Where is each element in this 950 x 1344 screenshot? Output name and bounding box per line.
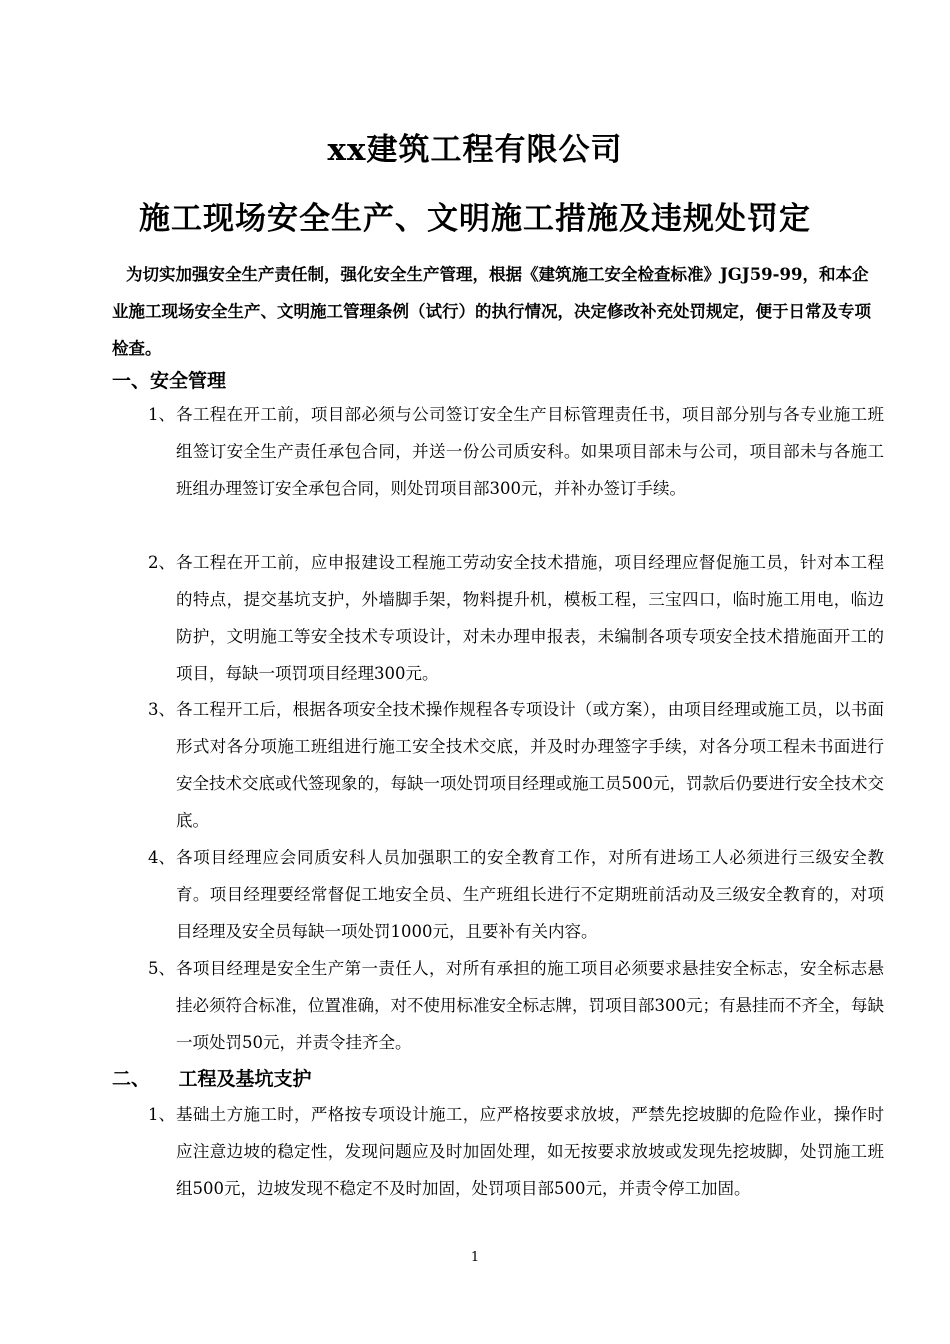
item-text: 各项目经理应会同质安科人员加强职工的安全教育工作，对所有进场工人必须进行三级安全教育。项目经理要经常督促工地安全员、生产班组长进行不定期班前活动及三级安全教育的，对项目经理及安全员每缺一项处罚1000元，且要补有关内容。 [176, 848, 884, 941]
list-item [112, 950, 884, 1061]
list-item [112, 839, 884, 950]
item-text: 基础土方施工时，严格按专项设计施工，应严格按要求放坡，严禁先挖坡脚的危险作业，操作时应注意边坡的稳定性，发现问题应及时加固处理，如无按要求放坡或发现先挖坡脚，处罚施工班组500元，边坡发现不稳定不及时加固，处罚项目部500元，并责令停工加固。 [176, 1105, 884, 1198]
item-number: 5、 [148, 959, 175, 978]
item-text: 各工程开工后，根据各项安全技术操作规程各专项设计（或方案），由项目经理或施工员，以书面形式对各分项施工班组进行施工安全技术交底，并及时办理签字手续，对各分项工程未书面进行安全技术交底或代签现象的，每缺一项处罚项目经理或施工员500元，罚款后仍要进行安全技术交底。 [176, 700, 884, 830]
item-number: 2、 [148, 553, 175, 572]
section-heading-safety: 一、安全管理 [112, 370, 227, 392]
list-item [112, 396, 884, 507]
page-number: 1 [470, 1250, 480, 1265]
item-text: 各项目经理是安全生产第一责任人，对所有承担的施工项目必须要求悬挂安全标志，安全标志悬挂必须符合标准，位置准确，对不使用标准安全标志牌，罚项目部300元；有悬挂而不齐全，每缺一项处罚50元，并责令挂齐全。 [176, 959, 884, 1052]
document-title: 施工现场安全生产、文明施工措施及违规处罚定 [139, 201, 811, 237]
item-number: 3、 [148, 700, 175, 719]
company-title: xx建筑工程有限公司 [327, 132, 623, 168]
list-item [112, 691, 884, 839]
item-number: 1、 [148, 405, 175, 424]
item-text: 各工程在开工前，应申报建设工程施工劳动安全技术措施，项目经理应督促施工员，针对本工程的特点，提交基坑支护，外墙脚手架，物料提升机，模板工程，三宝四口，临时施工用电，临边防护，文明施工等安全技术专项设计，对未办理申报表，未编制各项专项安全技术措施面开工的项目，每缺一项罚项目经理300元。 [176, 553, 884, 683]
item-number: 4、 [148, 848, 175, 867]
item-text: 各工程在开工前，项目部必须与公司签订安全生产目标管理责任书，项目部分别与各专业施工班组签订安全生产责任承包合同，并送一份公司质安科。如果项目部未与公司，项目部未与各施工班组办理签订安全承包合同，则处罚项目部300元，并补办签订手续。 [176, 405, 884, 498]
item-number: 1、 [148, 1105, 175, 1124]
section-heading-foundation: 二、 工程及基坑支护 [112, 1068, 312, 1090]
list-item [112, 1096, 884, 1207]
list-item [112, 544, 884, 692]
intro-paragraph: 为切实加强安全生产责任制，强化安全生产管理，根据《建筑施工安全检查标准》JGJ59-99，和本企业施工现场安全生产、文明施工管理条例（试行）的执行情况，决定修改补充处罚规定，便于日常及专项检查。 [112, 265, 871, 358]
